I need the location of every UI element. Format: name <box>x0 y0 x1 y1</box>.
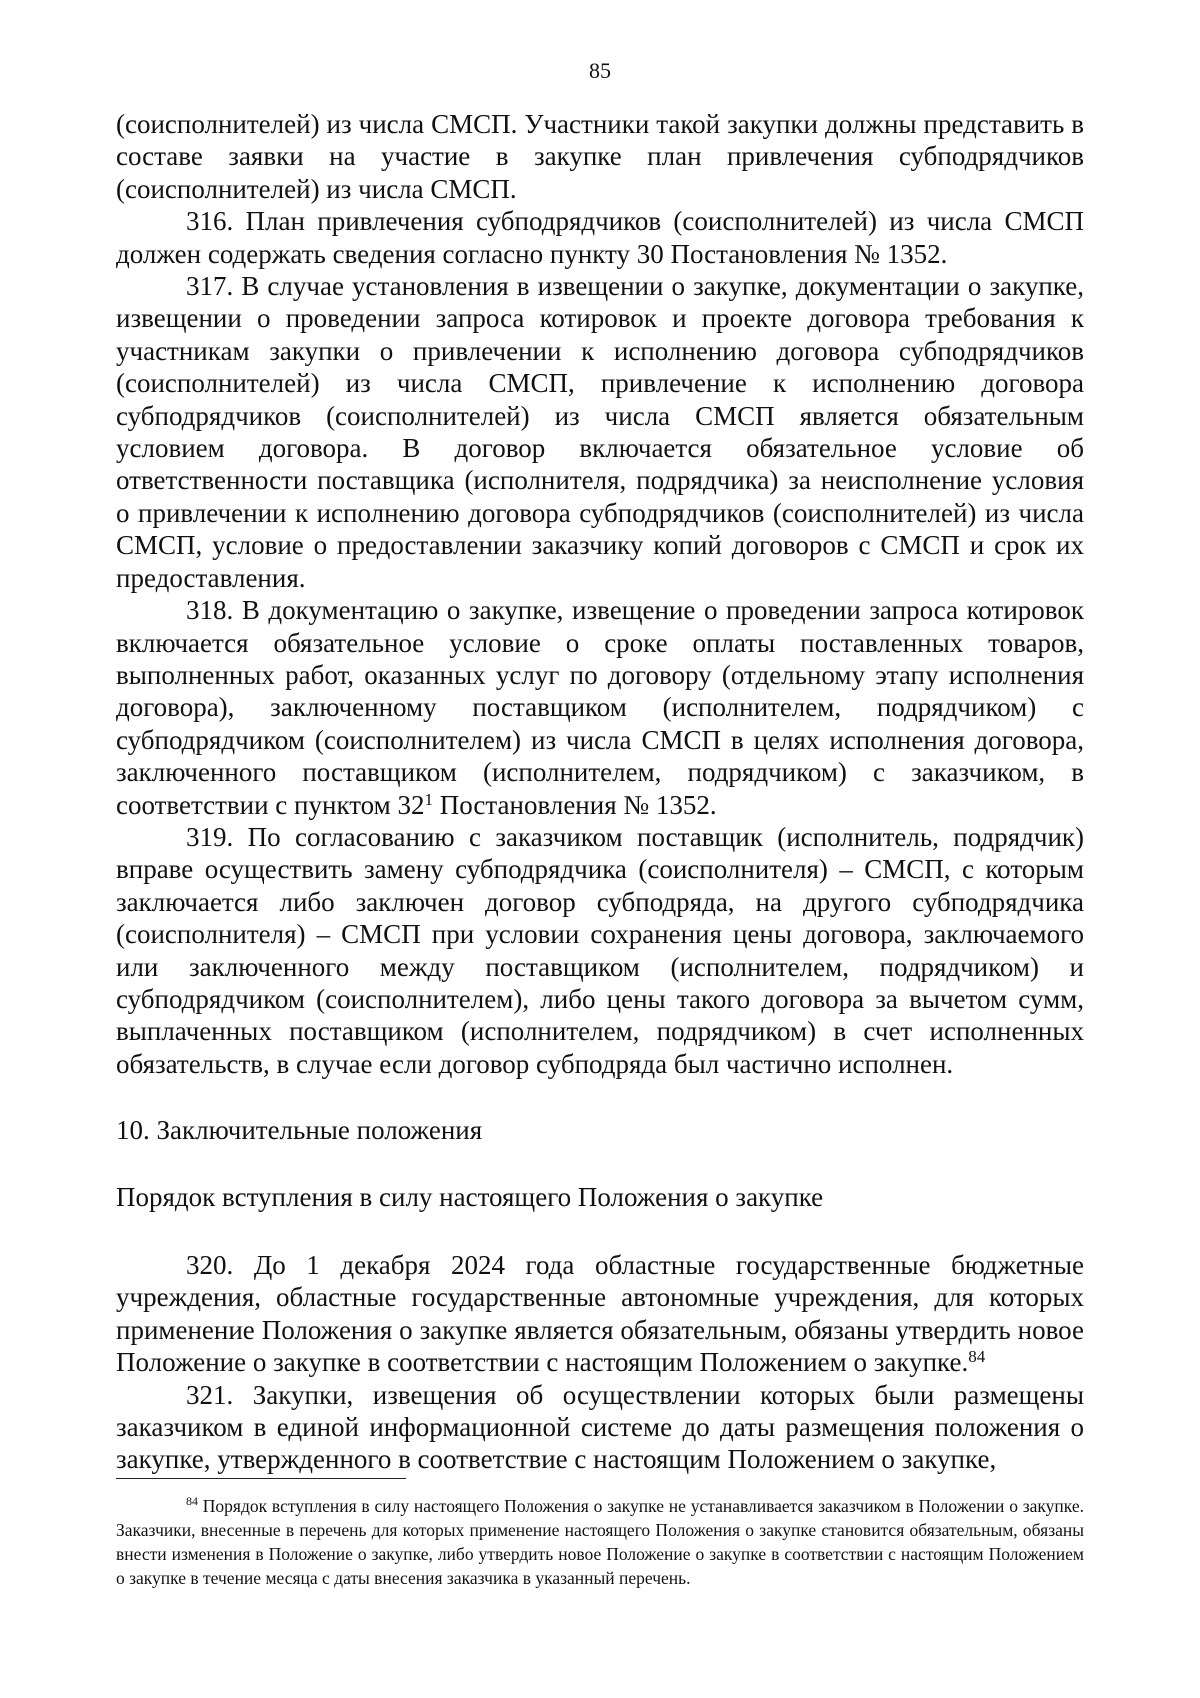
paragraph-318 <box>116 594 1084 821</box>
main-text <box>116 108 1084 1476</box>
paragraph-318-text: 318. В документацию о закупке, извещение о проведении запроса котировок включается обязательное условие о сроке оплаты поставленных товаров, выполненных работ, оказанных услуг по договору (отдельному этапу исполнения договора), заключенному поставщиком (исполнителем, подрядчиком) с субподрядчиком (соисполнителем) из числа СМСП в целях исполнения договора, заключенного поставщиком (исполнителем, подрядчиком) с заказчиком, в соответствии с пунктом 32 <box>116 595 1084 820</box>
paragraph-317: 317. В случае установления в извещении о закупке, документации о закупке, извещении о проведении запроса котировок и проекте договора требования к участникам закупки о привлечении к исполнению договора субподрядчиков (соисполнителей) из числа СМСП, привлечение к исполнению договора субподрядчиков (соисполнителей) из числа СМСП является обязательным условием договора. В договор включается обязательное условие об ответственности поставщика (исполнителя, подрядчика) за неисполнение условия о привлечении к исполнению договора субподрядчиков (соисполнителей) из числа СМСП, условие о предоставлении заказчику копий договоров с СМСП и срок их предоставления. <box>116 271 1084 593</box>
paragraph-316: 316. План привлечения субподрядчиков (соисполнителей) из числа СМСП должен содержать сведения согласно пункту 30 Постановления № 1352. <box>116 206 1084 269</box>
superscript-1: 1 <box>424 789 433 809</box>
paragraph-321: 321. Закупки, извещения об осуществлении которых были размещены заказчиком в единой информационной системе до даты размещения положения о закупке, утвержденного в соответствие с настоящим Положением о закупке, <box>116 1379 1084 1475</box>
paragraph-320 <box>116 1249 1084 1379</box>
paragraph-continuation: (соисполнителей) из числа СМСП. Участники такой закупки должны представить в составе заявки на участие в закупке план привлечения субподрядчиков (соисполнителей) из числа СМСП. <box>116 109 1084 204</box>
footnote-reference-84: 84 <box>968 1347 986 1367</box>
sub-heading: Порядок вступления в силу настоящего Положения о закупке <box>116 1181 824 1212</box>
footnote-marker: 84 <box>186 1494 198 1508</box>
footnote-text: Порядок вступления в силу настоящего Положения о закупке не устанавливается заказчиком в Положении о закупке. Заказчики, внесенные в перечень для которых применение настоящего Положения о закупке становится обязательным, обязаны внести изменения в Положение о закупке, либо утвердить новое Положение о закупке в соответствии с настоящим Положением о закупке в течение месяца с даты внесения заказчика в указанный перечень. <box>116 1496 1084 1588</box>
page-number: 85 <box>589 58 611 83</box>
section-heading: 10. Заключительные положения <box>116 1115 483 1146</box>
paragraph-319: 319. По согласованию с заказчиком поставщик (исполнитель, подрядчик) вправе осуществить замену субподрядчика (соисполнителя) – СМСП, с которым заключается либо заключен договор субподряда, на другого субподрядчика (соисполнителя) – СМСП при условии сохранения цены договора, заключаемого или заключенного между поставщиком (исполнителем, подрядчиком) и субподрядчиком (соисполнителем), либо цены такого договора за вычетом сумм, выплаченных поставщиком (исполнителем, подрядчиком) в счет исполненных обязательств, в случае если договор субподряда был частично исполнен. <box>116 821 1084 1079</box>
footnote-separator <box>116 1478 406 1479</box>
footnote-84 <box>116 1494 1084 1590</box>
paragraph-318-tail: Постановления № 1352. <box>432 789 717 820</box>
footnote <box>116 1494 1084 1590</box>
paragraph-320-text: 320. До 1 декабря 2024 года областные государственные бюджетные учреждения, областные государственные автономные учреждения, для которых применение Положения о закупке является обязательным, обязаны утвердить новое Положение о закупке в соответствии с настоящим Положением о закупке. <box>116 1250 1084 1378</box>
